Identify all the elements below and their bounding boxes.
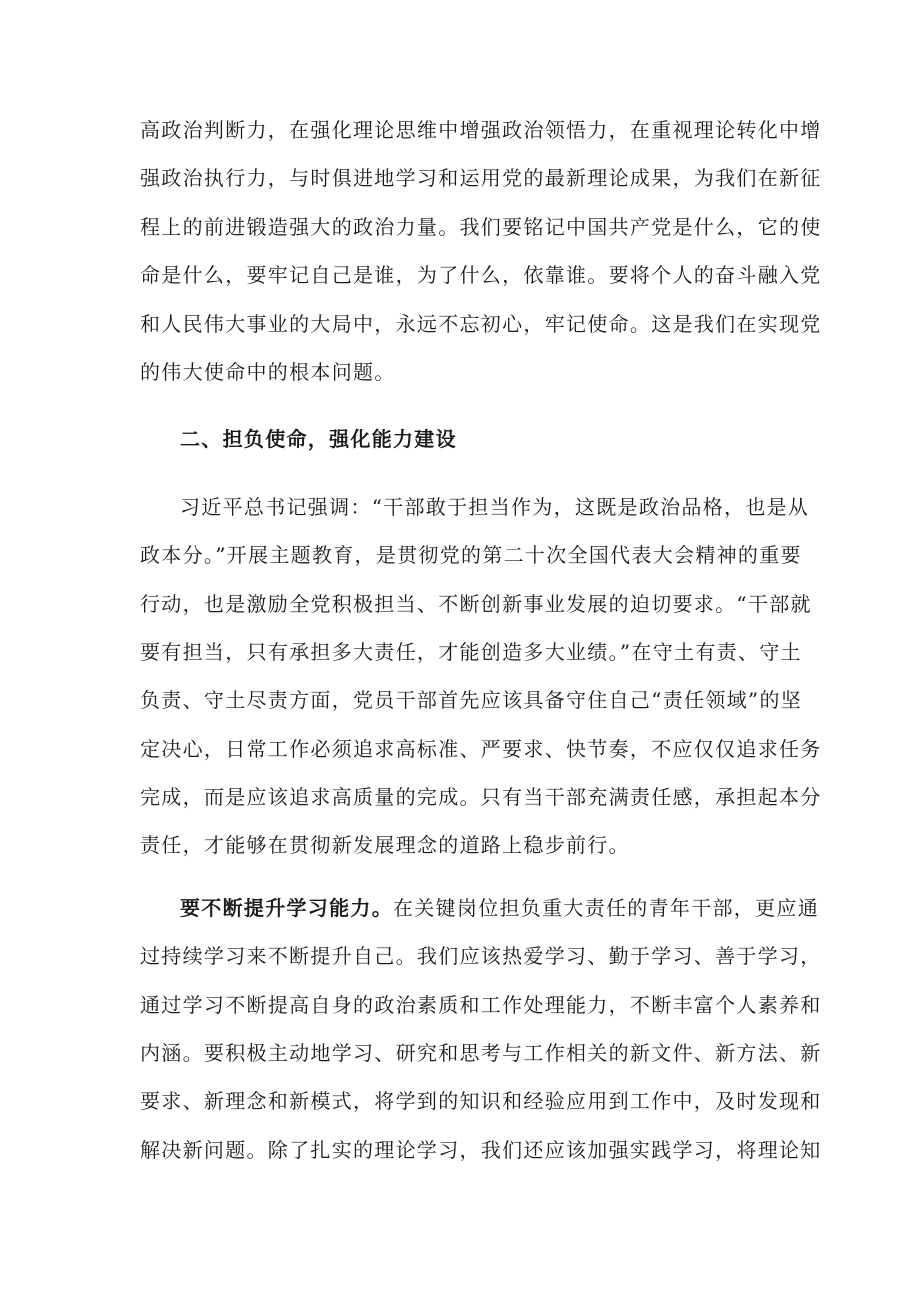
paragraph-line: 行动，也是激励全党积极担当、不断创新事业发展的迫切要求。“干部就 <box>140 591 812 616</box>
paragraph-line: 强政治执行力，与时俱进地学习和运用党的最新理论成果，为我们在新征 <box>140 166 822 191</box>
paragraph-3 <box>140 884 822 1174</box>
paragraph-line: 内涵。要积极主动地学习、研究和思考与工作相关的新文件、新方法、新 <box>140 1041 822 1066</box>
paragraph-line: 高政治判断力，在强化理论思维中增强政治领悟力，在重视理论转化中增 <box>140 118 822 142</box>
paragraph-line: 责任，才能够在贯彻新发展理念的道路上稳步前行。 <box>140 833 630 858</box>
paragraph-line: 要有担当，只有承担多大责任，才能创造多大业绩。”在守土有责、守土 <box>140 639 802 664</box>
paragraph-line: 的伟大使命中的根本问题。 <box>140 359 396 384</box>
paragraph-line: 要求、新理念和新模式，将学到的知识和经验应用到工作中，及时发现和 <box>140 1089 822 1114</box>
paragraph-line: 程上的前进锻造强大的政治力量。我们要铭记中国共产党是什么，它的使 <box>140 214 822 239</box>
paragraph-lead-line <box>140 884 819 932</box>
spacer <box>140 396 786 415</box>
section-heading: 二、担负使命，强化能力建设 <box>180 427 457 452</box>
paragraph-line: 过持续学习来不断提升自己。我们应该热爱学习、勤于学习、善于学习， <box>140 944 822 969</box>
paragraph-line: 和人民伟大事业的大局中，永远不忘初心，牢记使命。这是我们在实现党 <box>140 311 822 336</box>
lead-bold-text: 要不断提升学习能力。 <box>180 895 393 920</box>
paragraph-line: 定决心，日常工作必须追求高标准、严要求、快节奏，不应仅仅追求任务 <box>140 736 822 761</box>
paragraph-line: 完成，而是应该追求高质量的完成。只有当干部充满责任感，承担起本分 <box>140 785 822 810</box>
paragraph-line: 通过学习不断提高自身的政治素质和工作处理能力，不断丰富个人素养和 <box>140 992 822 1017</box>
paragraph-1 <box>140 106 822 396</box>
paragraph-line: 政本分。”开展主题教育，是贯彻党的第二十次全国代表大会精神的重要 <box>140 543 802 568</box>
document-page <box>140 106 822 1174</box>
spacer <box>140 464 786 483</box>
paragraph-line: 命是什么，要牢记自己是谁，为了什么，依靠谁。要将个人的奋斗融入党 <box>140 263 822 288</box>
paragraph-line: 负责、守土尽责方面，党员干部首先应该具备守住自己“责任领域”的坚 <box>140 688 803 713</box>
paragraph-line: 解决新问题。除了扎实的理论学习，我们还应该加强实践学习，将理论知 <box>140 1137 822 1162</box>
lead-rest-text: 在关键岗位担负重大责任的青年干部，更应通 <box>393 895 819 920</box>
spacer <box>140 870 786 884</box>
paragraph-2 <box>140 483 822 870</box>
paragraph-line: 习近平总书记强调：“干部敢于担当作为，这既是政治品格，也是从 <box>180 494 810 519</box>
